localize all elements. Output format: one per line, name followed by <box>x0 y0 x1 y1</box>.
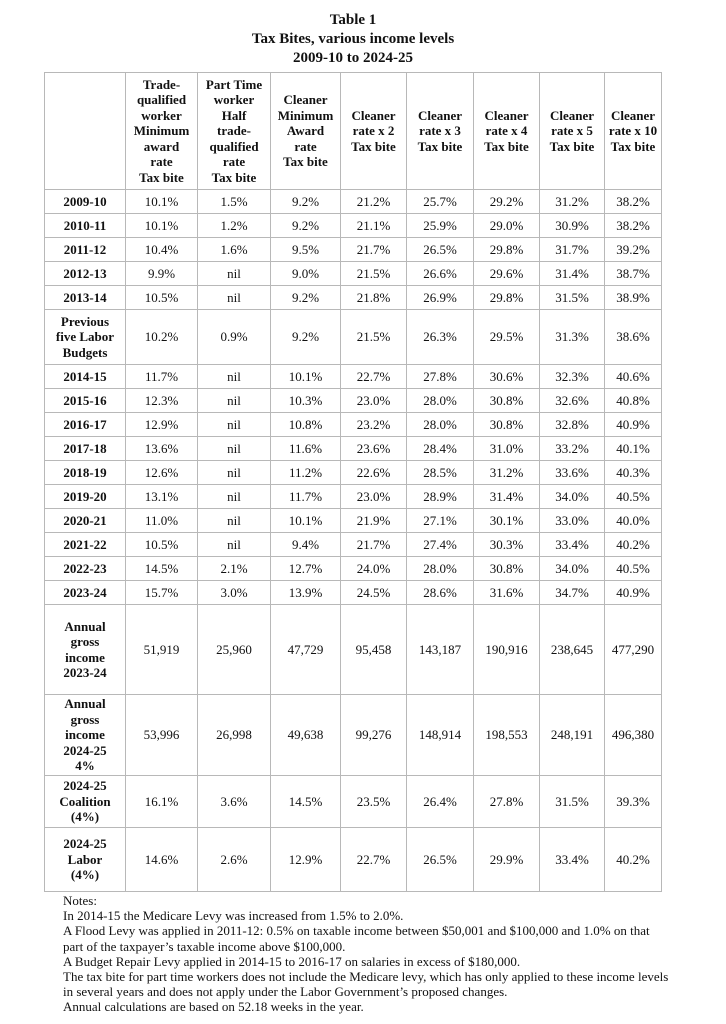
table-cell: 28.4% <box>407 437 474 461</box>
table-cell: nil <box>198 509 271 533</box>
table-cell: 14.5% <box>271 776 341 828</box>
table-cell: 31.5% <box>540 776 605 828</box>
header-row <box>45 73 662 190</box>
table-cell: 38.7% <box>605 262 662 286</box>
table-cell: 39.3% <box>605 776 662 828</box>
table-cell: 25,960 <box>198 605 271 695</box>
table-cell: nil <box>198 262 271 286</box>
table-cell: 30.1% <box>474 509 540 533</box>
table-row <box>45 828 662 892</box>
table-row <box>45 286 662 310</box>
row-label: 2018-19 <box>45 461 126 485</box>
table-cell: 40.9% <box>605 581 662 605</box>
table-cell: 29.9% <box>474 828 540 892</box>
table-cell: 15.7% <box>126 581 198 605</box>
table-cell: 9.4% <box>271 533 341 557</box>
column-header-part-time: Part Time worker Half trade- qualified rate Tax bite <box>198 73 271 190</box>
table-cell: 198,553 <box>474 695 540 776</box>
table-cell: 33.6% <box>540 461 605 485</box>
table-cell: 11.2% <box>271 461 341 485</box>
table-cell: 11.6% <box>271 437 341 461</box>
row-label: 2024-25 Coalition (4%) <box>45 776 126 828</box>
table-cell: 9.0% <box>271 262 341 286</box>
table-cell: 10.5% <box>126 286 198 310</box>
row-label: 2022-23 <box>45 557 126 581</box>
note-budget-repair-levy: A Budget Repair Levy applied in 2014-15 to 2016-17 on salaries in excess of $180,000. <box>63 953 521 969</box>
table-cell: 29.8% <box>474 238 540 262</box>
table-cell: 26.5% <box>407 828 474 892</box>
table-cell: 0.9% <box>198 310 271 365</box>
table-cell: 32.6% <box>540 389 605 413</box>
table-cell: nil <box>198 286 271 310</box>
table-row <box>45 581 662 605</box>
table-cell: 32.8% <box>540 413 605 437</box>
table-cell: 40.6% <box>605 365 662 389</box>
table-cell: 21.9% <box>341 509 407 533</box>
table-cell: 30.8% <box>474 389 540 413</box>
table-row <box>45 485 662 509</box>
table-row <box>45 605 662 695</box>
table-row <box>45 413 662 437</box>
table-cell: 33.4% <box>540 533 605 557</box>
table-cell: 143,187 <box>407 605 474 695</box>
table-cell: 21.7% <box>341 238 407 262</box>
table-cell: 31.3% <box>540 310 605 365</box>
table-cell: 28.0% <box>407 389 474 413</box>
table-row <box>45 695 662 776</box>
table-cell: 10.1% <box>271 365 341 389</box>
table-row <box>45 365 662 389</box>
table-row <box>45 214 662 238</box>
row-label: 2014-15 <box>45 365 126 389</box>
row-label: Previous five Labor Budgets <box>45 310 126 365</box>
table-cell: 190,916 <box>474 605 540 695</box>
table-cell: 23.5% <box>341 776 407 828</box>
table-cell: 21.2% <box>341 190 407 214</box>
table-cell: 21.5% <box>341 310 407 365</box>
table-cell: 11.0% <box>126 509 198 533</box>
table-cell: 33.0% <box>540 509 605 533</box>
table-cell: 13.1% <box>126 485 198 509</box>
table-cell: nil <box>198 533 271 557</box>
table-cell: 40.0% <box>605 509 662 533</box>
table-cell: 2.1% <box>198 557 271 581</box>
row-label: 2019-20 <box>45 485 126 509</box>
table-cell: 51,919 <box>126 605 198 695</box>
table-row <box>45 776 662 828</box>
table-cell: 12.6% <box>126 461 198 485</box>
table-cell: 14.5% <box>126 557 198 581</box>
table-cell: 10.5% <box>126 533 198 557</box>
table-cell: 31.4% <box>540 262 605 286</box>
table-cell: 28.0% <box>407 557 474 581</box>
table-cell: 13.9% <box>271 581 341 605</box>
note-part-time-medicare: The tax bite for part time workers does not include the Medicare levy, which has only applied to these income levels in several years and does not apply under the Labor Government’s proposed changes. <box>63 969 669 1000</box>
table-cell: 31.0% <box>474 437 540 461</box>
row-label: 2013-14 <box>45 286 126 310</box>
table-cell: 28.6% <box>407 581 474 605</box>
table-cell: 10.1% <box>126 190 198 214</box>
note-medicare: In 2014-15 the Medicare Levy was increased from 1.5% to 2.0%. <box>63 908 404 924</box>
table-cell: 40.2% <box>605 533 662 557</box>
column-header-cleaner-x5: Cleaner rate x 5 Tax bite <box>540 73 605 190</box>
table-row <box>45 533 662 557</box>
table-cell: 26,998 <box>198 695 271 776</box>
table-cell: 28.0% <box>407 413 474 437</box>
note-flood-levy: A Flood Levy was applied in 2011-12: 0.5% on taxable income between $50,001 and $100,000 and 1.0% on that part of the taxpayer’s taxable income above $100,000. <box>63 923 650 954</box>
table-row <box>45 262 662 286</box>
table-cell: 3.6% <box>198 776 271 828</box>
table-cell: 29.5% <box>474 310 540 365</box>
table-cell: 9.2% <box>271 286 341 310</box>
table-cell: 40.9% <box>605 413 662 437</box>
table-cell: 12.3% <box>126 389 198 413</box>
table-cell: 11.7% <box>126 365 198 389</box>
table-cell: 22.7% <box>341 365 407 389</box>
table-cell: 148,914 <box>407 695 474 776</box>
table-row <box>45 190 662 214</box>
table-cell: 21.8% <box>341 286 407 310</box>
table-cell: 27.8% <box>474 776 540 828</box>
table-cell: 95,458 <box>341 605 407 695</box>
table-cell: 29.6% <box>474 262 540 286</box>
row-label: Annual gross income 2023-24 <box>45 605 126 695</box>
table-cell: 29.0% <box>474 214 540 238</box>
row-label: 2009-10 <box>45 190 126 214</box>
column-header-trade-qualified: Trade- qualified worker Minimum award rate Tax bite <box>126 73 198 190</box>
table-cell: nil <box>198 365 271 389</box>
table-cell: 99,276 <box>341 695 407 776</box>
table-cell: 30.6% <box>474 365 540 389</box>
table-cell: nil <box>198 389 271 413</box>
table-cell: 34.7% <box>540 581 605 605</box>
table-cell: 12.7% <box>271 557 341 581</box>
table-cell: 31.5% <box>540 286 605 310</box>
table-row <box>45 509 662 533</box>
table-cell: 29.2% <box>474 190 540 214</box>
row-label: 2023-24 <box>45 581 126 605</box>
table-cell: 238,645 <box>540 605 605 695</box>
table-cell: 10.1% <box>271 509 341 533</box>
table-cell: 24.5% <box>341 581 407 605</box>
table-cell: 32.3% <box>540 365 605 389</box>
table-cell: 27.1% <box>407 509 474 533</box>
table-cell: 31.2% <box>540 190 605 214</box>
table-cell: 28.9% <box>407 485 474 509</box>
table-cell: 53,996 <box>126 695 198 776</box>
row-label: 2015-16 <box>45 389 126 413</box>
table-cell: 26.5% <box>407 238 474 262</box>
table-cell: 21.1% <box>341 214 407 238</box>
table-cell: 23.0% <box>341 485 407 509</box>
table-title: Tax Bites, various income levels <box>251 31 455 47</box>
table-cell: 23.0% <box>341 389 407 413</box>
table-cell: 1.6% <box>198 238 271 262</box>
table-cell: 26.9% <box>407 286 474 310</box>
column-header-cleaner-x10: Cleaner rate x 10 Tax bite <box>605 73 662 190</box>
notes-heading: Notes: <box>63 893 97 908</box>
table-row <box>45 557 662 581</box>
table-cell: 38.6% <box>605 310 662 365</box>
table-cell: 31.2% <box>474 461 540 485</box>
table-cell: 22.6% <box>341 461 407 485</box>
table-cell: 9.9% <box>126 262 198 286</box>
table-cell: 14.6% <box>126 828 198 892</box>
table-cell: 12.9% <box>126 413 198 437</box>
table-cell: 10.8% <box>271 413 341 437</box>
row-label: 2011-12 <box>45 238 126 262</box>
table-cell: nil <box>198 461 271 485</box>
table-row <box>45 310 662 365</box>
row-label: Annual gross income 2024-25 4% <box>45 695 126 776</box>
note-annual-calculations: Annual calculations are based on 52.18 weeks in the year. <box>63 999 364 1015</box>
table-cell: 26.4% <box>407 776 474 828</box>
table-cell: 3.0% <box>198 581 271 605</box>
table-cell: 10.2% <box>126 310 198 365</box>
table-cell: 496,380 <box>605 695 662 776</box>
row-label: 2017-18 <box>45 437 126 461</box>
table-cell: 40.8% <box>605 389 662 413</box>
table-cell: 25.9% <box>407 214 474 238</box>
table-cell: 40.5% <box>605 557 662 581</box>
table-cell: 33.4% <box>540 828 605 892</box>
column-header-cleaner-x3: Cleaner rate x 3 Tax bite <box>407 73 474 190</box>
table-cell: 28.5% <box>407 461 474 485</box>
table-cell: 24.0% <box>341 557 407 581</box>
table-cell: 30.3% <box>474 533 540 557</box>
row-label: 2010-11 <box>45 214 126 238</box>
table-cell: nil <box>198 437 271 461</box>
table-cell: 34.0% <box>540 485 605 509</box>
table-cell: 38.9% <box>605 286 662 310</box>
table-cell: 2.6% <box>198 828 271 892</box>
table-cell: 23.6% <box>341 437 407 461</box>
table-cell: 38.2% <box>605 214 662 238</box>
table-cell: 22.7% <box>341 828 407 892</box>
table-cell: 9.2% <box>271 214 341 238</box>
table-cell: 40.3% <box>605 461 662 485</box>
table-cell: 39.2% <box>605 238 662 262</box>
table-cell: 30.8% <box>474 413 540 437</box>
row-label: 2020-21 <box>45 509 126 533</box>
table-cell: 47,729 <box>271 605 341 695</box>
table-body <box>45 190 662 892</box>
table-cell: 9.2% <box>271 190 341 214</box>
table-cell: 1.2% <box>198 214 271 238</box>
table-cell: 477,290 <box>605 605 662 695</box>
table-cell: 12.9% <box>271 828 341 892</box>
row-label: 2016-17 <box>45 413 126 437</box>
column-header-empty <box>45 73 126 190</box>
table-cell: 10.1% <box>126 214 198 238</box>
table-cell: 26.3% <box>407 310 474 365</box>
row-label: 2021-22 <box>45 533 126 557</box>
table-cell: 31.7% <box>540 238 605 262</box>
table-row <box>45 238 662 262</box>
table-cell: 30.8% <box>474 557 540 581</box>
column-header-cleaner-min: Cleaner Minimum Award rate Tax bite <box>271 73 341 190</box>
tax-bites-table <box>44 72 662 892</box>
table-row <box>45 389 662 413</box>
table-cell: 16.1% <box>126 776 198 828</box>
table-row <box>45 437 662 461</box>
table-title-block <box>0 11 706 68</box>
table-cell: 30.9% <box>540 214 605 238</box>
table-number: Table 1 <box>329 12 377 28</box>
table-cell: 31.4% <box>474 485 540 509</box>
table-cell: 26.6% <box>407 262 474 286</box>
table-cell: 27.4% <box>407 533 474 557</box>
table-cell: 21.7% <box>341 533 407 557</box>
table-period: 2009-10 to 2024-25 <box>293 50 413 66</box>
notes-section <box>63 893 673 1015</box>
table-cell: 11.7% <box>271 485 341 509</box>
table-cell: 10.4% <box>126 238 198 262</box>
table-cell: nil <box>198 413 271 437</box>
table-cell: 38.2% <box>605 190 662 214</box>
table-cell: 29.8% <box>474 286 540 310</box>
table-cell: 25.7% <box>407 190 474 214</box>
table-cell: nil <box>198 485 271 509</box>
table-cell: 23.2% <box>341 413 407 437</box>
row-label: 2024-25 Labor (4%) <box>45 828 126 892</box>
table-cell: 9.2% <box>271 310 341 365</box>
row-label: 2012-13 <box>45 262 126 286</box>
table-cell: 27.8% <box>407 365 474 389</box>
column-header-cleaner-x4: Cleaner rate x 4 Tax bite <box>474 73 540 190</box>
table-cell: 40.5% <box>605 485 662 509</box>
table-cell: 21.5% <box>341 262 407 286</box>
table-cell: 33.2% <box>540 437 605 461</box>
column-header-cleaner-x2: Cleaner rate x 2 Tax bite <box>341 73 407 190</box>
table-cell: 13.6% <box>126 437 198 461</box>
table-cell: 40.1% <box>605 437 662 461</box>
table-cell: 49,638 <box>271 695 341 776</box>
table-cell: 9.5% <box>271 238 341 262</box>
table-cell: 31.6% <box>474 581 540 605</box>
table-cell: 34.0% <box>540 557 605 581</box>
table-cell: 248,191 <box>540 695 605 776</box>
table-row <box>45 461 662 485</box>
table-cell: 10.3% <box>271 389 341 413</box>
table-cell: 1.5% <box>198 190 271 214</box>
table-cell: 40.2% <box>605 828 662 892</box>
